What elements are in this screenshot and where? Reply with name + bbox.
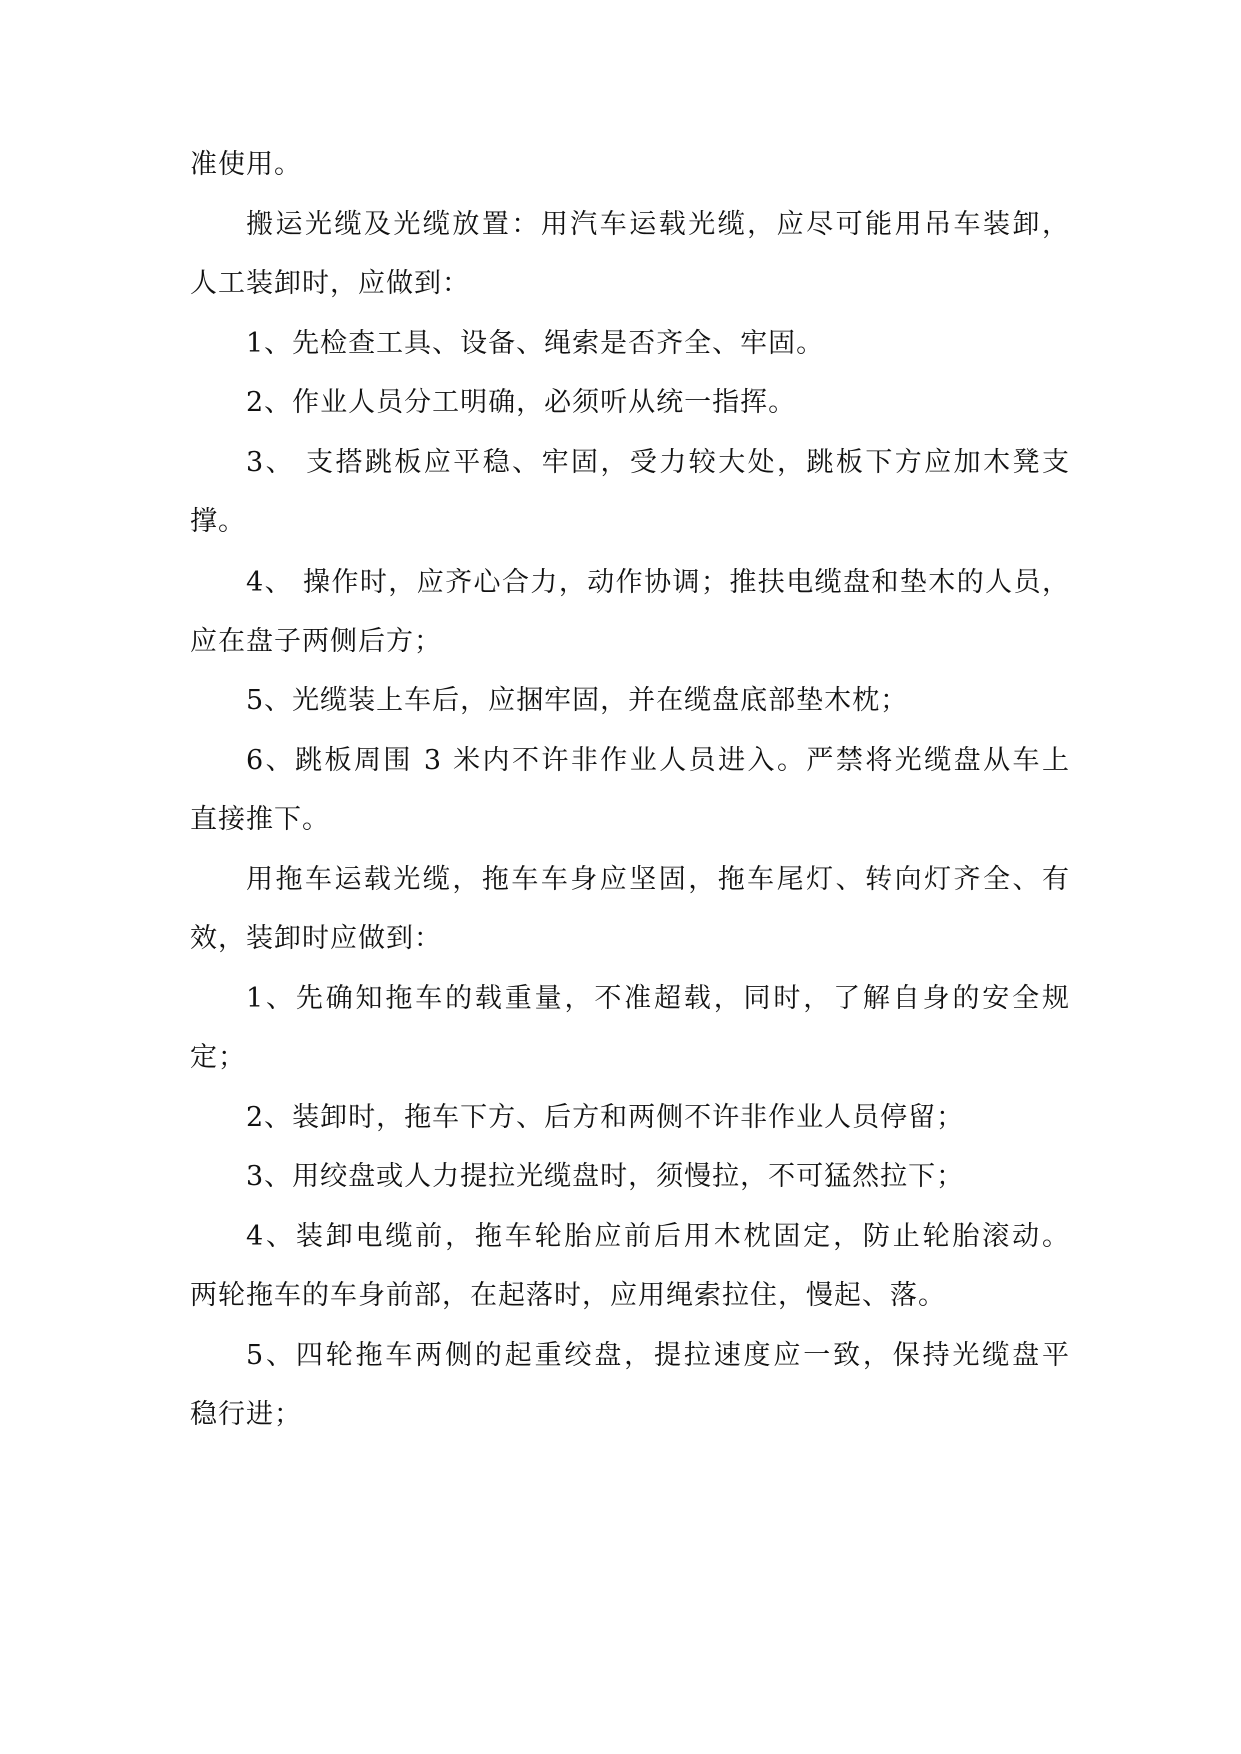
text-line: 4、装卸电缆前，拖车轮胎应前后用木枕固定，防止轮胎滚动。	[246, 1221, 1070, 1252]
text-line: 1、先确知拖车的载重量，不准超载，同时，了解自身的安全规	[246, 983, 1070, 1014]
text-line: 2、作业人员分工明确，必须听从统一指挥。	[246, 387, 797, 418]
text-line: 3、用绞盘或人力提拉光缆盘时，须慢拉，不可猛然拉下；	[246, 1161, 965, 1192]
text-line: 5、四轮拖车两侧的起重绞盘，提拉速度应一致，保持光缆盘平	[246, 1340, 1070, 1371]
text-line: 撑。	[190, 506, 246, 537]
text-line: 5、光缆装上车后，应捆牢固，并在缆盘底部垫木枕；	[246, 685, 909, 716]
text-line: 效，装卸时应做到：	[190, 923, 442, 954]
text-line: 2、装卸时，拖车下方、后方和两侧不许非作业人员停留；	[246, 1102, 965, 1133]
text-line: 人工装卸时，应做到：	[190, 268, 470, 299]
text-line: 3、 支搭跳板应平稳、牢固，受力较大处，跳板下方应加木凳支	[246, 447, 1070, 478]
text-line: 搬运光缆及光缆放置：用汽车运载光缆，应尽可能用吊车装卸，	[246, 209, 1070, 240]
text-line: 用拖车运载光缆，拖车车身应坚固，拖车尾灯、转向灯齐全、有	[246, 864, 1070, 895]
text-line: 应在盘子两侧后方；	[190, 626, 442, 657]
text-line: 稳行进；	[190, 1399, 302, 1430]
text-line: 准使用。	[190, 149, 302, 180]
text-line: 定；	[190, 1042, 246, 1073]
text-line: 4、 操作时，应齐心合力，动作协调；推扶电缆盘和垫木的人员，	[246, 567, 1070, 598]
text-line: 直接推下。	[190, 804, 330, 835]
text-line: 6、跳板周围 3 米内不许非作业人员进入。严禁将光缆盘从车上	[246, 745, 1070, 776]
text-line: 1、先检查工具、设备、绳索是否齐全、牢固。	[246, 328, 825, 359]
text-line: 两轮拖车的车身前部，在起落时，应用绳索拉住，慢起、落。	[190, 1280, 946, 1311]
